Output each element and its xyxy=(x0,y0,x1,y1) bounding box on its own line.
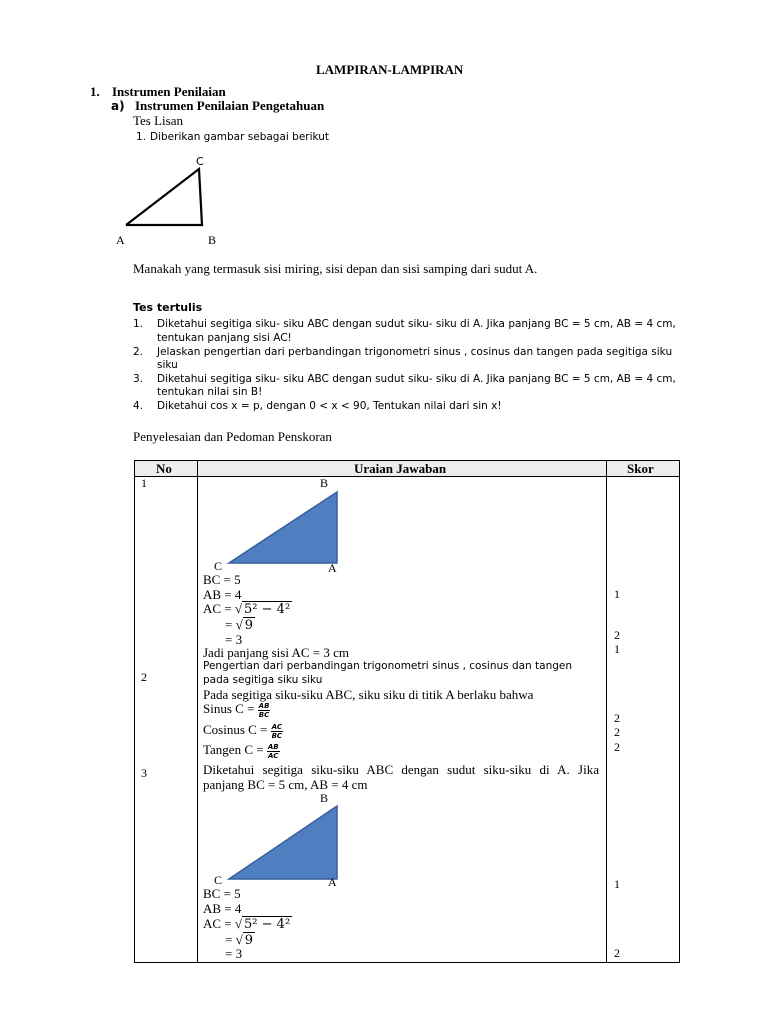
tes-lisan-label: Tes Lisan xyxy=(133,113,183,128)
fig3-label-c: C xyxy=(214,873,223,887)
fraction-numerator: AB xyxy=(258,701,270,710)
tes-tertulis-label: Tes tertulis xyxy=(133,301,203,314)
fig3-label-a: A xyxy=(328,875,337,889)
lisan-item-number: 1. xyxy=(136,131,147,143)
subsection-number: a) xyxy=(111,99,125,113)
row-number: 3 xyxy=(141,766,147,780)
tertulis-item-line: Diketahui segitiga siku- siku ABC dengan sudut siku- siku di A. Jika panjang BC = 5 cm, AB = 4 cm, xyxy=(157,373,676,385)
row-number: 1 xyxy=(141,476,147,490)
fig1-label-c: C xyxy=(196,155,204,168)
definition-intro: Pada segitiga siku-siku ABC, siku siku di titik A berlaku bahwa xyxy=(203,687,534,702)
tertulis-item-number: 3. xyxy=(133,373,144,385)
formula-ac xyxy=(203,916,292,932)
formula-prefix: AC = xyxy=(203,601,235,616)
tertulis-item-line: Diketahui cos x = p, dengan 0 < x < 90, Tentukan nilai dari sin x! xyxy=(157,400,502,412)
subsection-heading: Instrumen Penilaian Pengetahuan xyxy=(135,98,325,113)
fraction-numerator: AB xyxy=(267,742,279,751)
table-header-uraian: Uraian Jawaban xyxy=(354,461,447,476)
triangle-figure-filled xyxy=(225,802,345,884)
table-border-bottom xyxy=(134,962,680,963)
table-header-skor: Skor xyxy=(627,461,654,476)
formula-prefix: = xyxy=(225,932,236,947)
formula-result: = 3 xyxy=(225,632,243,647)
sqrt-radicand: 5² − 4² xyxy=(244,602,291,617)
given-bc: BC = 5 xyxy=(203,886,241,901)
score-value: 2 xyxy=(614,946,620,960)
fig1-label-a: A xyxy=(116,233,125,247)
score-value: 1 xyxy=(614,587,620,601)
fraction xyxy=(271,723,283,740)
sqrt-sign: √ xyxy=(235,617,243,632)
sqrt-sign: √ xyxy=(234,916,243,931)
tertulis-item-line: tentukan nilai sin B! xyxy=(157,386,263,398)
sqrt-radicand: 9 xyxy=(244,933,254,948)
sqrt-sign: √ xyxy=(234,601,243,616)
formula-prefix: = xyxy=(225,617,236,632)
row-number: 2 xyxy=(141,670,147,684)
triangle-filled xyxy=(229,492,337,563)
tertulis-item-line: Diketahui segitiga siku- siku ABC dengan sudut siku- siku di A. Jika panjang BC = 5 cm, AB = 4 cm, xyxy=(157,318,676,330)
sqrt-radicand: 5² − 4² xyxy=(244,917,291,932)
tertulis-item-number: 4. xyxy=(133,400,144,412)
given-ab: AB = 4 xyxy=(203,587,242,602)
table-border-right xyxy=(679,460,680,963)
formula-label: Sinus C = xyxy=(203,701,258,716)
score-value: 2 xyxy=(614,628,620,642)
score-value: 2 xyxy=(614,711,620,725)
score-value: 1 xyxy=(614,642,620,656)
fraction-denominator: AC xyxy=(268,751,279,760)
tertulis-item-number: 2. xyxy=(133,346,144,358)
fraction-denominator: BC xyxy=(271,731,283,740)
formula-result: = 3 xyxy=(225,946,243,961)
question-line: panjang BC = 5 cm, AB = 4 cm xyxy=(203,777,368,792)
formula-ac xyxy=(203,601,292,617)
fig1-label-b: B xyxy=(208,233,217,247)
fig2-label-c: C xyxy=(214,559,223,573)
question-line: Diketahui segitiga siku-siku ABC dengan sudut siku-siku di A. Jika xyxy=(203,762,599,777)
tertulis-item-line: Jelaskan pengertian dari perbandingan trigonometri sinus , cosinus dan tangen pada segitiga siku xyxy=(157,346,673,358)
formula-sqrt9 xyxy=(225,617,255,633)
triangle-outline xyxy=(126,169,202,225)
score-value: 2 xyxy=(614,725,620,739)
sinus-formula xyxy=(203,701,270,719)
table-col-divider xyxy=(197,460,198,963)
table-header-no: No xyxy=(156,461,172,476)
tangen-formula xyxy=(203,742,280,760)
given-ab: AB = 4 xyxy=(203,901,242,916)
definition-line: Pengertian dari perbandingan trigonometri sinus , cosinus dan tangen xyxy=(203,660,573,672)
formula-label: Tangen C = xyxy=(203,742,267,757)
page-title: LAMPIRAN-LAMPIRAN xyxy=(316,62,464,77)
conclusion-text: Jadi panjang sisi AC = 3 cm xyxy=(203,645,349,660)
tertulis-item-line: siku xyxy=(157,359,178,371)
table-col-divider xyxy=(606,460,607,963)
section-heading: Instrumen Penilaian xyxy=(112,84,226,99)
score-value: 2 xyxy=(614,740,620,754)
tertulis-item-line: tentukan panjang sisi AC! xyxy=(157,332,292,344)
fraction xyxy=(258,702,271,719)
lisan-question: Manakah yang termasuk sisi miring, sisi depan dan sisi samping dari sudut A. xyxy=(133,261,538,276)
tertulis-item-number: 1. xyxy=(133,318,144,330)
sqrt-sign: √ xyxy=(235,932,243,947)
fig2-label-a: A xyxy=(328,561,337,575)
fig2-label-b: B xyxy=(320,476,329,490)
score-value: 1 xyxy=(614,877,620,891)
definition-line: pada segitiga siku siku xyxy=(203,674,323,686)
formula-label: Cosinus C = xyxy=(203,722,271,737)
triangle-filled xyxy=(229,806,337,879)
lisan-item-text: Diberikan gambar sebagai berikut xyxy=(150,131,330,143)
fraction xyxy=(267,743,280,760)
penyelesaian-heading: Penyelesaian dan Pedoman Penskoran xyxy=(133,429,332,444)
section-number: 1. xyxy=(90,84,100,99)
formula-prefix: AC = xyxy=(203,916,235,931)
table-border-left xyxy=(134,460,135,963)
triangle-figure-filled xyxy=(225,486,345,568)
cosinus-formula xyxy=(203,722,283,740)
fraction-denominator: BC xyxy=(258,710,270,719)
fraction-numerator: AC xyxy=(271,722,282,731)
given-bc: BC = 5 xyxy=(203,572,241,587)
sqrt-radicand: 9 xyxy=(244,618,254,633)
fig3-label-b: B xyxy=(320,791,329,805)
